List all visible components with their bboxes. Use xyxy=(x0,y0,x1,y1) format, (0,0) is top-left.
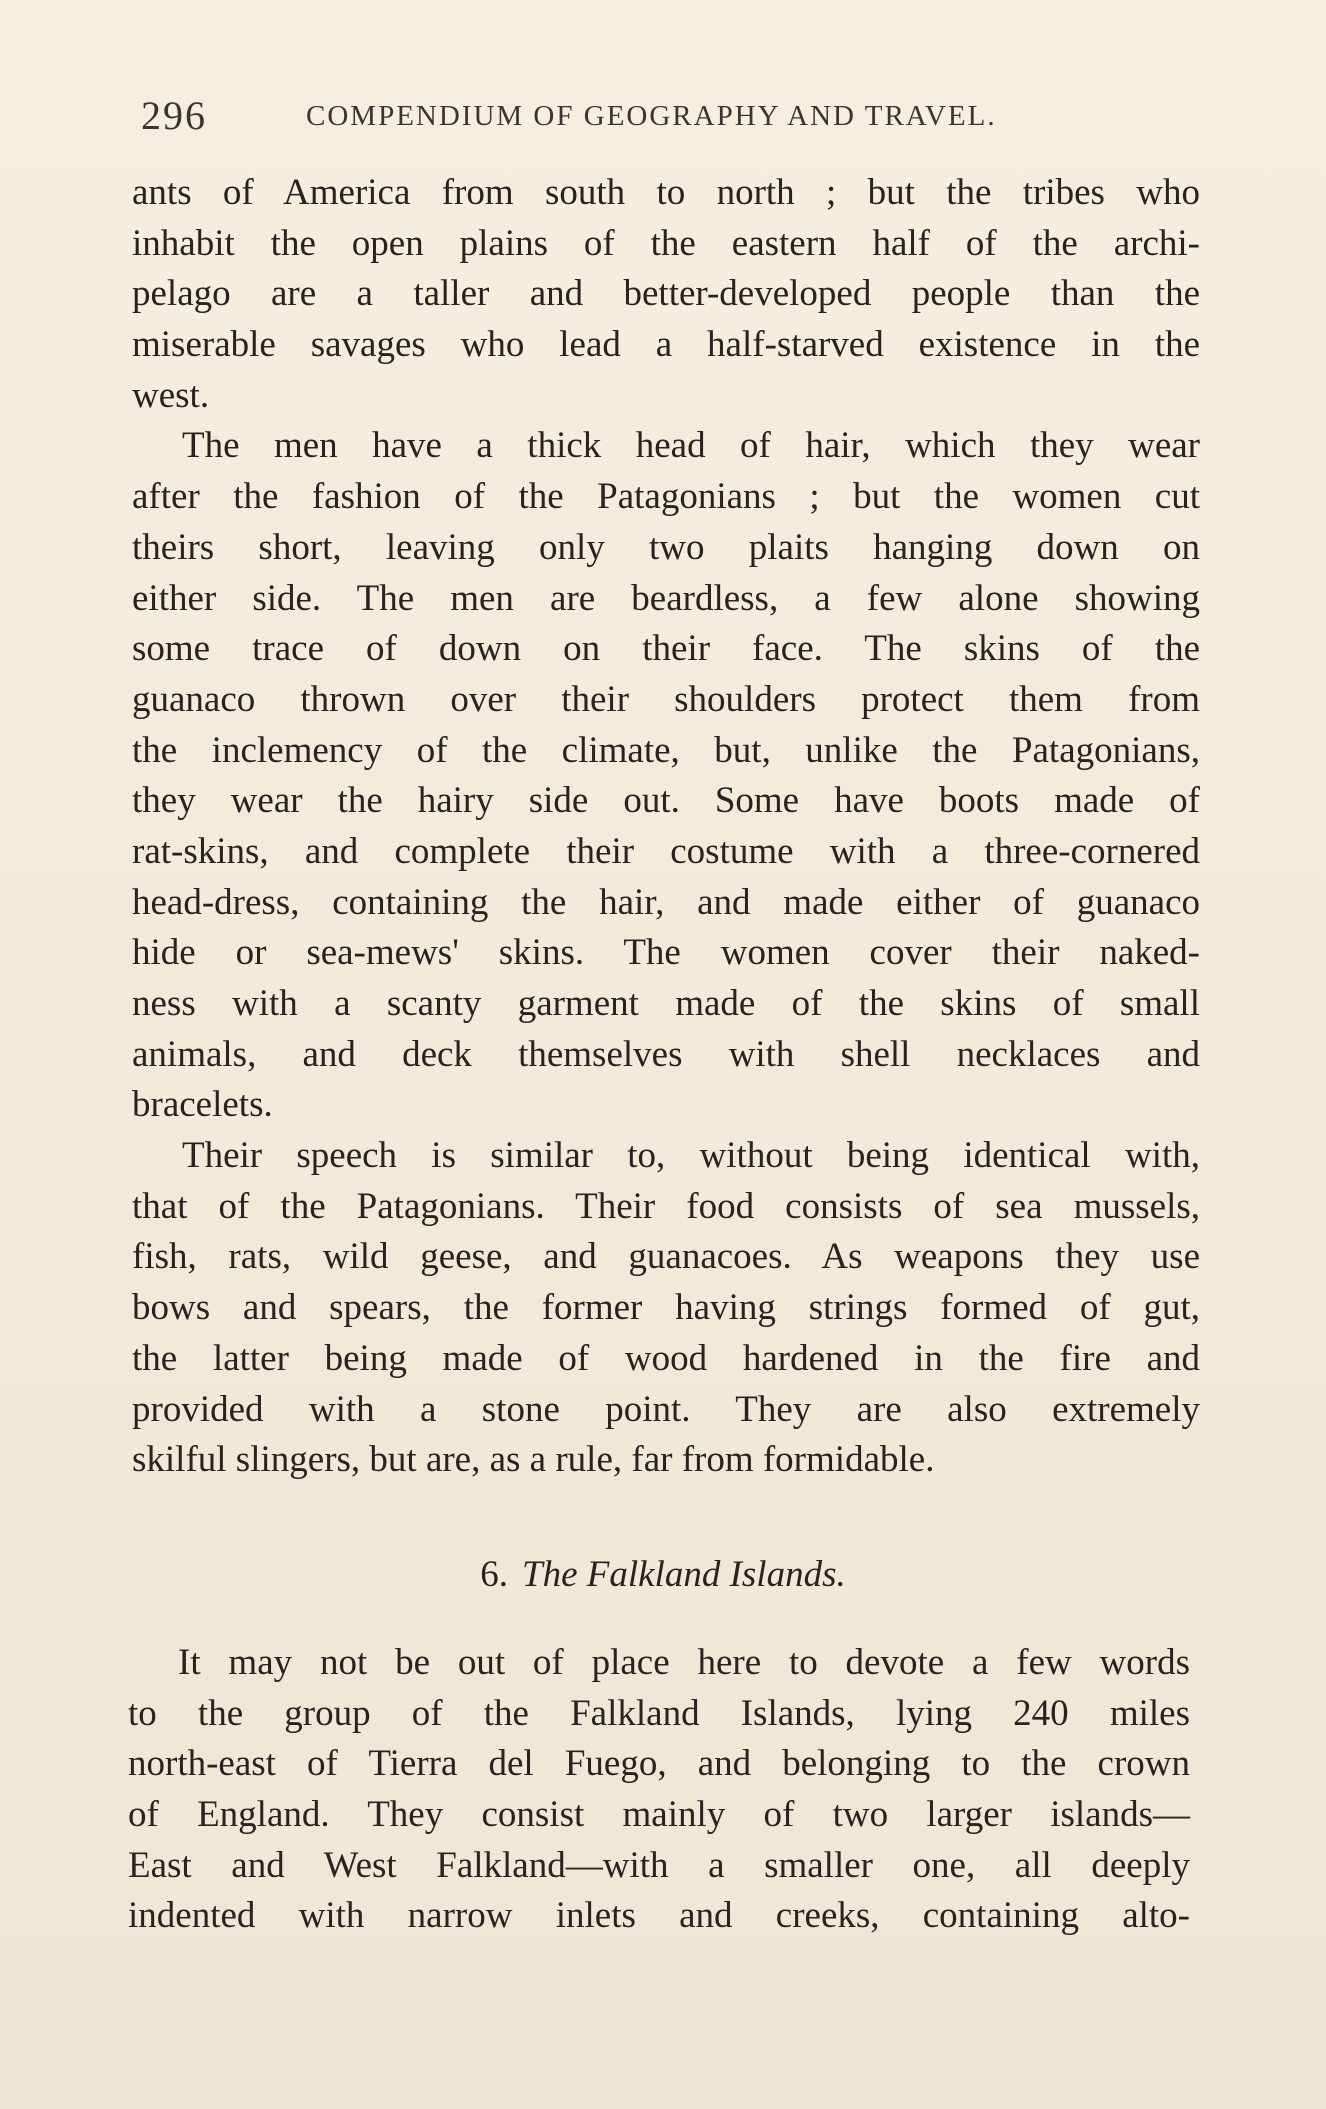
text-line: inhabit the open plains of the eastern half of the archi- xyxy=(132,222,1200,264)
text-line: the inclemency of the climate, but, unlike the Patagonians, xyxy=(132,729,1200,771)
page-header xyxy=(141,92,1191,142)
text-line: they wear the hairy side out. Some have boots made of xyxy=(132,780,1200,822)
text-line: skilful slingers, but are, as a rule, far from formidable. xyxy=(132,1439,935,1481)
text-line: miserable savages who lead a half-starved existence in the xyxy=(132,324,1200,366)
text-line: indented with narrow inlets and creeks, containing alto- xyxy=(128,1895,1190,1937)
text-line: rat-skins, and complete their costume with a three-cornered xyxy=(132,830,1200,872)
section-title: The Falkland Islands. xyxy=(522,1554,846,1595)
text-line: ants of America from south to north ; but the tribes who xyxy=(132,172,1200,213)
text-line: pelago are a taller and better-developed people than the xyxy=(132,273,1200,315)
body-text-bottom xyxy=(128,1638,1190,1942)
text-line: Their speech is similar to, without being identical with, xyxy=(182,1135,1200,1177)
text-line: bows and spears, the former having strings formed of gut, xyxy=(132,1287,1200,1329)
text-line: animals, and deck themselves with shell necklaces and xyxy=(132,1033,1200,1075)
text-line: It may not be out of place here to devote a few words xyxy=(178,1642,1190,1683)
text-line: after the fashion of the Patagonians ; but the women cut xyxy=(132,476,1200,518)
text-line: the latter being made of wood hardened in the fire and xyxy=(132,1337,1200,1379)
text-line: either side. The men are beardless, a few alone showing xyxy=(132,577,1200,619)
text-line: that of the Patagonians. Their food consists of sea mussels, xyxy=(132,1185,1200,1227)
text-line: ness with a scanty garment made of the skins of small xyxy=(132,983,1200,1024)
section-heading xyxy=(0,1553,1326,1596)
text-line: provided with a stone point. They are also extremely xyxy=(132,1388,1200,1430)
text-line: of England. They consist mainly of two larger islands— xyxy=(128,1794,1190,1836)
text-line: theirs short, leaving only two plaits hanging down on xyxy=(132,526,1200,568)
text-line: East and West Falkland—with a smaller one, all deeply xyxy=(128,1844,1190,1886)
text-line: bracelets. xyxy=(132,1084,273,1126)
section-number: 6. xyxy=(480,1554,508,1595)
text-line: head-dress, containing the hair, and made either of guanaco xyxy=(132,881,1200,923)
text-line: The men have a thick head of hair, which they wear xyxy=(182,425,1200,467)
text-line: guanaco thrown over their shoulders protect them from xyxy=(132,678,1200,720)
body-text-top xyxy=(132,168,1200,1486)
text-line: hide or sea-mews' skins. The women cover their naked- xyxy=(132,932,1200,974)
text-line: to the group of the Falkland Islands, lying 240 miles xyxy=(128,1692,1190,1734)
text-line: fish, rats, wild geese, and guanacoes. As weapons they use xyxy=(132,1236,1200,1278)
page-number: 296 xyxy=(141,93,207,138)
running-title: COMPENDIUM OF GEOGRAPHY AND TRAVEL. xyxy=(306,100,997,132)
text-line: north-east of Tierra del Fuego, and belonging to the crown xyxy=(128,1743,1190,1785)
text-line: some trace of down on their face. The skins of the xyxy=(132,628,1200,670)
text-line: west. xyxy=(132,374,210,416)
